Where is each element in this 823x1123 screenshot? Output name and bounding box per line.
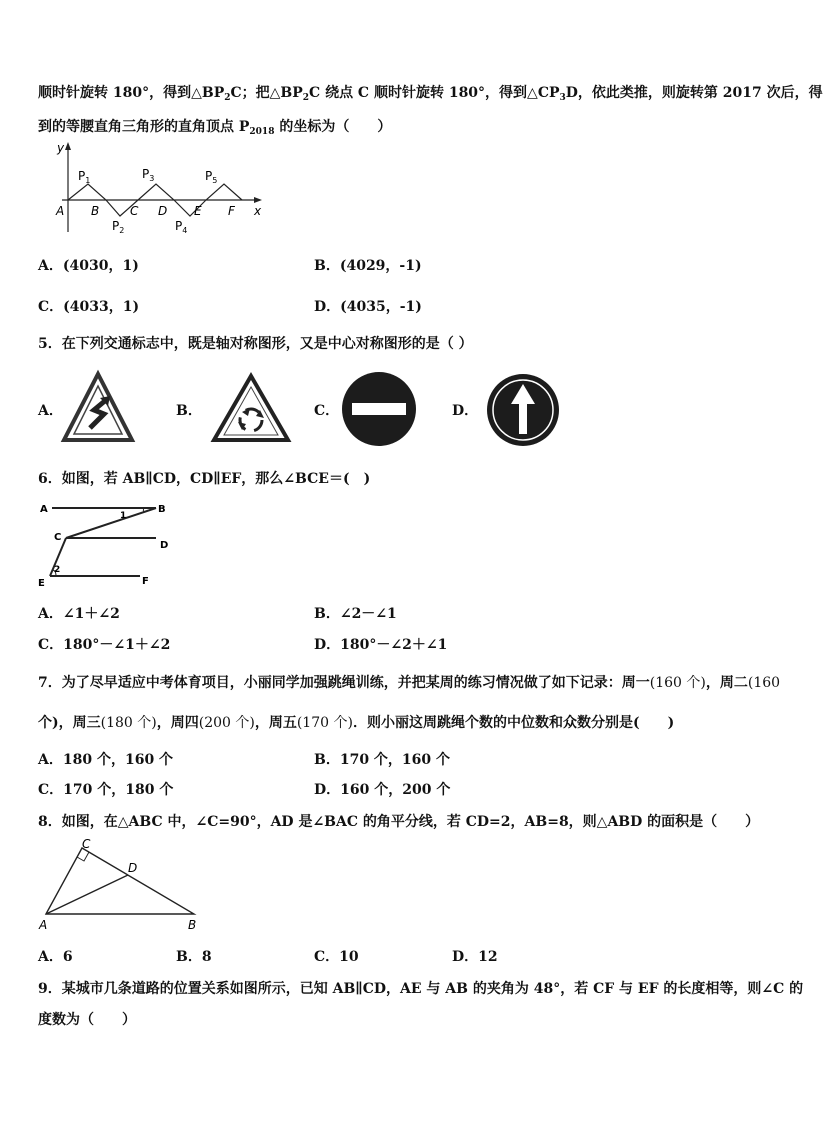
- y-axis-arrow: [65, 142, 71, 150]
- point-label-A: A: [56, 204, 65, 218]
- svg-text:B: B: [188, 918, 197, 932]
- q6-parallel-lines-figure: [36, 498, 172, 590]
- point-label-P3: $P_3$: [142, 167, 155, 183]
- roundabout-sign-icon[interactable]: [210, 372, 292, 444]
- svg-text:C: C: [82, 837, 91, 851]
- q6-stem: 6．如图，若 AB∥CD，CD∥EF，那么∠BCE＝( ): [38, 471, 371, 487]
- point-label-F: F: [228, 204, 235, 218]
- q5-option-a-label[interactable]: A．: [38, 403, 63, 419]
- double-bend-sign-icon[interactable]: [60, 370, 136, 444]
- q9-stem-line2: 度数为（ ）: [38, 1012, 136, 1028]
- point-label-C: C: [130, 204, 139, 218]
- q4-option-c[interactable]: C．(4033，1): [38, 299, 140, 315]
- q6-option-b[interactable]: B．∠2－∠1: [314, 606, 397, 622]
- point-label-P1: $P_1$: [78, 169, 91, 185]
- q7-option-b[interactable]: B．170 个，160 个: [314, 752, 451, 768]
- svg-text:1: 1: [120, 511, 127, 521]
- q5-option-d-label[interactable]: D．: [452, 403, 479, 419]
- q4-option-a[interactable]: A．(4030，1): [38, 258, 139, 274]
- q7-option-a[interactable]: A．180 个，160 个: [38, 752, 174, 768]
- q7-stem-line2: 个)，周三(180 个)，周四(200 个)，周五(170 个)．则小丽这周跳绳个数的中位数和众数分别是( ): [38, 715, 675, 731]
- point-label-E: E: [194, 204, 202, 218]
- point-label-P5: $P_5$: [205, 169, 218, 185]
- straight-ahead-sign-icon[interactable]: [484, 372, 562, 448]
- q7-stem-line1: 7．为了尽早适应中考体育项目，小丽同学加强跳绳训练，并把某周的练习情况做了如下记录：周一(160 个)，周二(160: [38, 675, 781, 691]
- q8-option-b[interactable]: B．8: [176, 949, 212, 965]
- q4-stem-line1: 顺时针旋转 180°，得到$\triangle BP_2C$；把$\triangle BP_2C$ 绕点 C 顺时针旋转 180°，得到$\triangle CP_3D$，依此类推，则旋转第 2017 次后，得: [38, 85, 823, 103]
- point-label-B: B: [91, 204, 100, 218]
- axis-label-x: x: [254, 204, 262, 218]
- q6-option-d[interactable]: D．180°－∠2＋∠1: [314, 637, 448, 653]
- q7-option-d[interactable]: D．160 个，200 个: [314, 782, 451, 798]
- q7-option-c[interactable]: C．170 个，180 个: [38, 782, 174, 798]
- q5-stem: 5．在下列交通标志中，既是轴对称图形，又是中心对称图形的是（ ）: [38, 336, 473, 352]
- svg-text:2: 2: [54, 565, 61, 575]
- point-label-P4: $P_4$: [175, 219, 188, 235]
- svg-text:A: A: [39, 918, 48, 932]
- point-label-P2: $P_2$: [112, 219, 125, 235]
- svg-text:E: E: [38, 578, 45, 589]
- q4-option-d[interactable]: D．(4035，-1): [314, 299, 422, 315]
- q4-option-b[interactable]: B．(4029，-1): [314, 258, 422, 274]
- q5-option-b-label[interactable]: B．: [176, 403, 202, 419]
- x-axis-arrow: [254, 197, 262, 203]
- svg-text:C: C: [54, 532, 62, 543]
- q8-option-a[interactable]: A．6: [38, 949, 73, 965]
- q8-triangle-figure: [36, 836, 206, 934]
- q8-stem: 8．如图，在△ABC 中，∠C=90°，AD 是∠BAC 的角平分线，若 CD=2，AB=8，则△ABD 的面积是（ ）: [38, 814, 760, 830]
- q4-stem-line2: 到的等腰直角三角形的直角顶点 $P_{2018}$ 的坐标为（ ）: [38, 119, 392, 137]
- point-label-D: D: [158, 204, 168, 218]
- svg-text:B: B: [158, 504, 166, 515]
- q9-stem-line1: 9．某城市几条道路的位置关系如图所示，已知 AB∥CD，AE 与 AB 的夹角为 48°，若 CF 与 EF 的长度相等，则∠C 的: [38, 981, 804, 997]
- no-entry-sign-icon[interactable]: [340, 370, 418, 448]
- svg-text:F: F: [142, 576, 149, 587]
- q6-option-a[interactable]: A．∠1＋∠2: [38, 606, 120, 622]
- svg-text:D: D: [160, 540, 169, 551]
- svg-text:D: D: [128, 861, 138, 875]
- q8-option-c[interactable]: C．10: [314, 949, 359, 965]
- svg-text:A: A: [40, 504, 48, 515]
- axis-label-y: y: [57, 141, 65, 155]
- q8-option-d[interactable]: D．12: [452, 949, 498, 965]
- q6-option-c[interactable]: C．180°－∠1＋∠2: [38, 637, 171, 653]
- q4-rotation-figure: [48, 140, 270, 238]
- q5-option-c-label[interactable]: C．: [314, 403, 340, 419]
